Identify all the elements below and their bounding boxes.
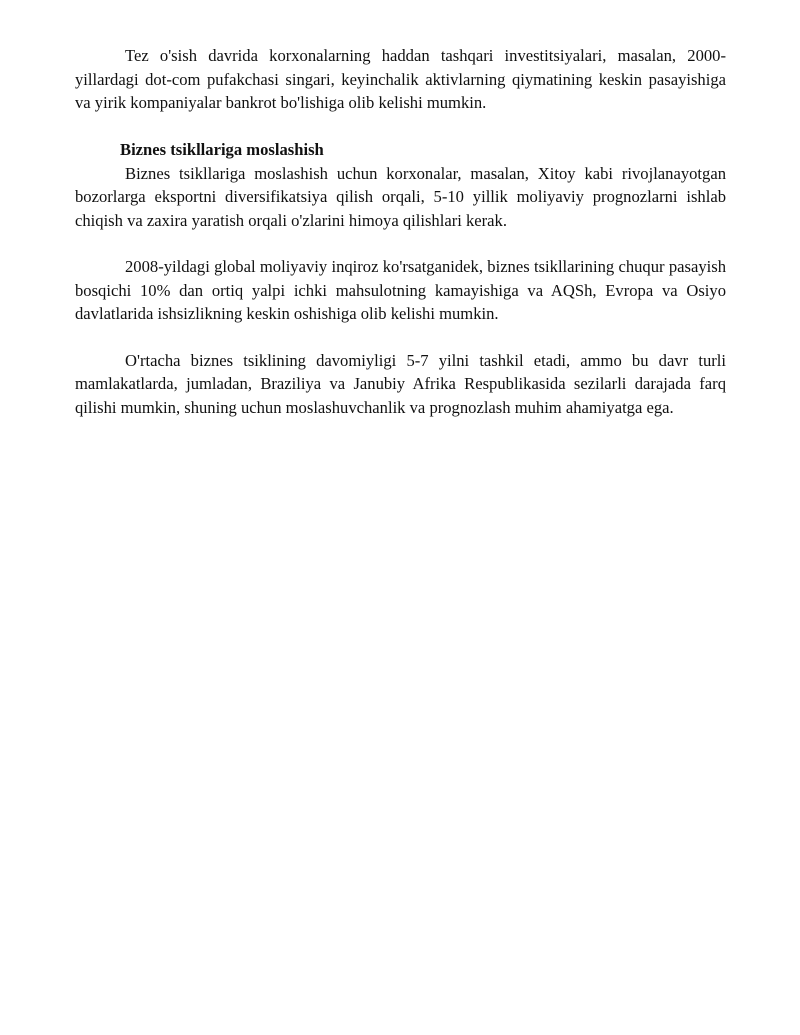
document-body [75,44,726,419]
paragraph-financial-crisis: 2008-yildagi global moliyaviy inqiroz ko'rsatganidek, biznes tsikllarining chuqur pasayish bosqichi 10% dan ortiq yalpi ichki mahsulotning kamayishiga va AQSh, Evropa va Osiyo davlatlarida ishsizlikning keskin oshishiga olib kelishi mumkin. [75,257,726,323]
paragraph-cycle-duration: O'rtacha biznes tsiklining davomiyligi 5-7 yilni tashkil etadi, ammo bu davr turli mamlakatlarda, jumladan, Braziliya va Janubiy Afrika Respublikasida sezilarli darajada farq qilishi mumkin, shuning uchun moslashuvchanlik va prognozlash muhim ahamiyatga ega. [75,350,726,417]
paragraph-adaptation: Biznes tsikllariga moslashish uchun korxonalar, masalan, Xitoy kabi rivojlanayotgan bozorlarga eksportni diversifikatsiya qilish orqali, 5-10 yillik moliyaviy prognozlarni ishlab chiqish va zaxira yaratish orqali o'zlarini himoya qilishlari kerak. [75,163,726,230]
section-heading: Biznes tsikllariga moslashish [120,140,324,159]
paragraph-overinvestment: Tez o'sish davrida korxonalarning haddan tashqari investitsiyalari, masalan, 2000-yillardagi dot-com pufakchasi singari, keyinchalik aktivlarning qiymatining keskin pasayishiga va yirik kompaniyalar bankrot bo'lishiga olib kelishi mumkin. [75,46,726,112]
